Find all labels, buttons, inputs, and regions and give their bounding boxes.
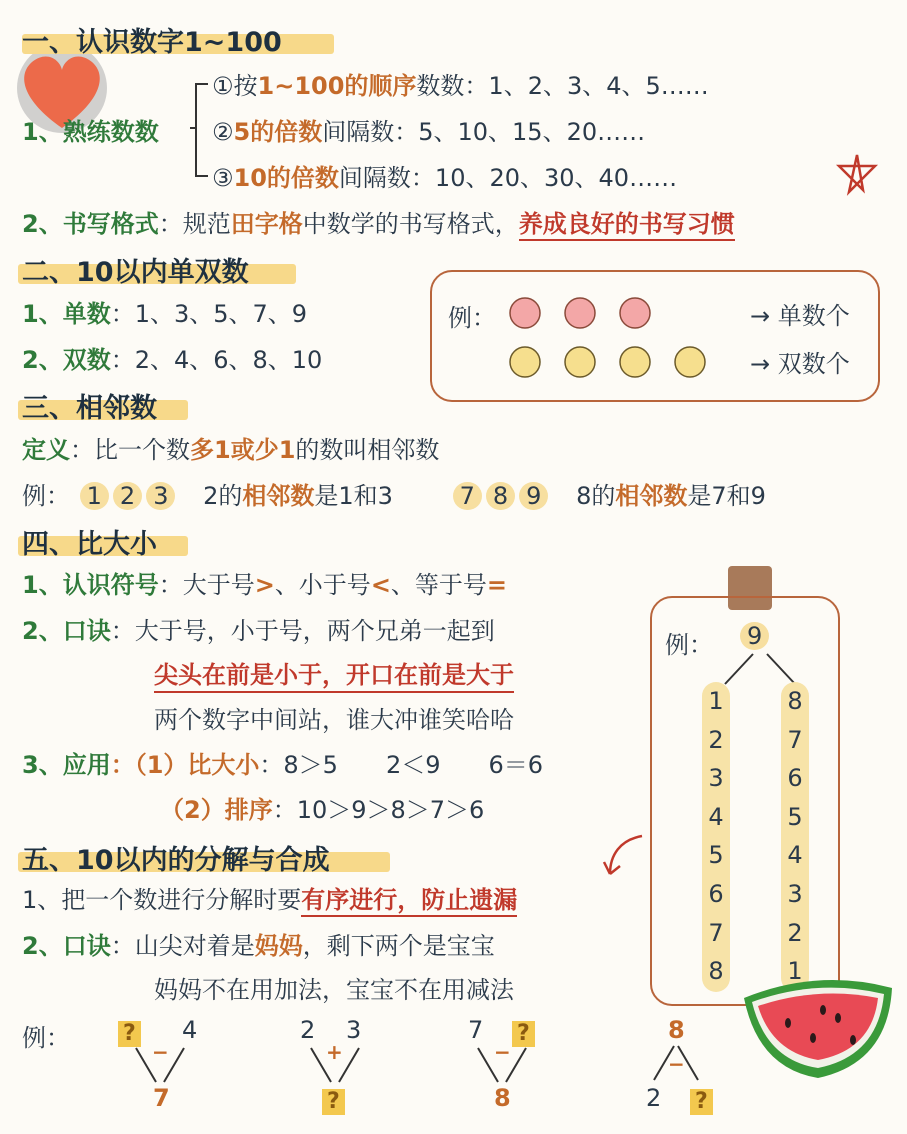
- ex2-top-right: 3: [346, 1016, 362, 1044]
- ex4-operator: −: [668, 1052, 685, 1076]
- s4-app-1: 3、应用：（1）比大小：8＞5 2＜9 6＝6: [22, 751, 544, 779]
- ex4-top: 8: [668, 1016, 685, 1044]
- ex2-top-left: 2: [300, 1016, 316, 1044]
- ex4-bottom-right: ?: [690, 1086, 713, 1115]
- s5-ex-label: 例：: [22, 1024, 70, 1052]
- section3-title: 三、相邻数: [22, 393, 157, 424]
- s1-sub1: ①按1~100的顺序数数：1、2、3、4、5……: [212, 72, 709, 100]
- s4-symbols: 1、认识符号：大于号>、小于号<、等于号=: [22, 571, 508, 599]
- section1-title: 一、认识数字1~100: [22, 27, 282, 58]
- s5-item2-line2: 妈妈不在用加法，宝宝不在用减法: [154, 976, 514, 1004]
- even-line: 2、双数：2、4、6、8、10: [22, 346, 323, 374]
- s1-sub3: ③10的倍数间隔数：10、20、30、40……: [212, 164, 678, 192]
- s3-example: 例： 1 2 3 2的相邻数是1和3 7 8 9 8的相邻数是7和9: [22, 482, 766, 510]
- s4-rhyme-2: 尖头在前是小于，开口在前是大于: [154, 655, 514, 693]
- s4-rhyme-1: 2、口诀：大于号，小于号，两个兄弟一起到: [22, 617, 495, 645]
- odd-caption: → 单数个: [750, 302, 850, 330]
- ex3-top-right: ?: [512, 1018, 535, 1047]
- ex3-result: 8: [494, 1084, 511, 1112]
- ex1-result: 7: [153, 1084, 170, 1112]
- ex2-operator: +: [326, 1040, 343, 1064]
- s3-definition: 定义：比一个数多1或少1的数叫相邻数: [22, 436, 440, 464]
- bracket-icon: [190, 80, 210, 180]
- s1-sub2: ②5的倍数间隔数：5、10、15、20……: [212, 118, 646, 146]
- decomp-left-column: 1 2 3 4 5 6 7 8: [702, 682, 730, 992]
- star-icon: [835, 152, 880, 197]
- ex2-result: ?: [322, 1086, 345, 1115]
- yellow-flowers: [505, 342, 720, 386]
- decomp-top: 9: [740, 622, 769, 650]
- s5-item2: 2、口诀：山尖对着是妈妈，剩下两个是宝宝: [22, 932, 495, 960]
- odd-even-ex-label: 例：: [448, 304, 496, 332]
- s1-item2: 2、书写格式：规范田字格中数学的书写格式，养成良好的书写习惯: [22, 204, 735, 239]
- ex1-operator: −: [152, 1040, 169, 1064]
- ex1-top-right: 4: [182, 1016, 198, 1044]
- ex3-operator: −: [494, 1040, 511, 1064]
- ex4-bottom-left: 2: [646, 1084, 662, 1112]
- odd-line: 1、单数：1、3、5、7、9: [22, 300, 308, 328]
- section5-title: 五、10以内的分解与合成: [22, 845, 330, 876]
- even-caption: → 双数个: [750, 350, 850, 378]
- s4-rhyme-3: 两个数字中间站，谁大冲谁笑哈哈: [154, 706, 514, 734]
- decomp-ex-label: 例：: [665, 631, 713, 659]
- ex3-top-left: 7: [468, 1016, 484, 1044]
- s5-item1: 1、把一个数进行分解时要有序进行，防止遗漏: [22, 880, 517, 915]
- arrow-icon: [600, 830, 650, 880]
- decomp-right-column: 8 7 6 5 4 3 2 1: [781, 682, 809, 992]
- section2-title: 二、10以内单双数: [22, 257, 249, 288]
- pink-flowers: [505, 293, 665, 337]
- ex1-top-left: ?: [118, 1018, 141, 1047]
- section4-title: 四、比大小: [22, 529, 157, 560]
- s1-item1-label: 1、熟练数数: [22, 118, 159, 146]
- s4-app-2: （2）排序：10＞9＞8＞7＞6: [160, 796, 485, 824]
- watermelon-sticker: [738, 978, 898, 1083]
